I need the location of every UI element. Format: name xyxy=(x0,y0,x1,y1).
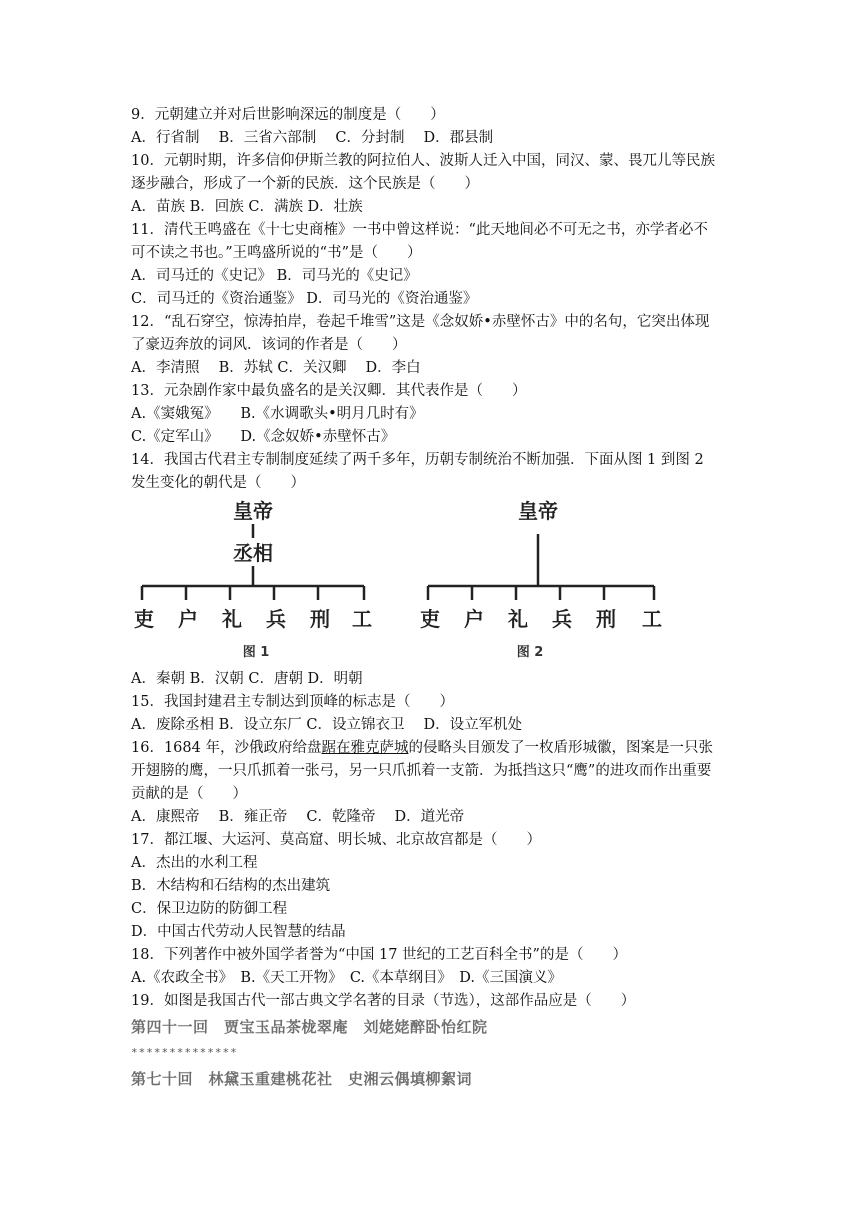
fig1-ministry-personnel: 吏 xyxy=(134,607,154,631)
fig2-ministry-personnel: 吏 xyxy=(420,607,440,631)
q14-stem-line1: 14．我国古代君主专制制度延续了两千多年，历朝专制统治不断加强．下面从图 1 到图 2 xyxy=(131,452,704,468)
q16-options: A．康熙帝 B．雍正帝 C．乾隆帝 D．道光帝 xyxy=(131,809,465,825)
q15-stem: 15．我国封建君主专制达到顶峰的标志是（ ） xyxy=(131,694,454,710)
fig2-ministry-justice: 刑 xyxy=(596,607,616,631)
q17-option-d: D．中国古代劳动人民智慧的结晶 xyxy=(131,924,346,940)
q18-stem: 18．下列著作中被外国学者誉为“中国 17 世纪的工艺百科全书”的是（ ） xyxy=(131,947,627,963)
fig2-emperor-label: 皇帝 xyxy=(518,499,558,523)
fig2-caption: 图 2 xyxy=(516,645,544,660)
q9-stem: 9．元朝建立并对后世影响深远的制度是（ ） xyxy=(131,107,445,123)
fig1-ministry-war: 兵 xyxy=(266,607,286,631)
q12-stem-line2: 了豪迈奔放的词风．该词的作者是（ ） xyxy=(131,337,407,353)
q16-stem-line3: 贡献的是（ ） xyxy=(131,786,247,802)
fig1-ministry-works: 工 xyxy=(352,607,372,631)
fig1-ministry-rites: 礼 xyxy=(222,607,242,631)
q14-stem-line2: 发生变化的朝代是（ ） xyxy=(131,475,305,491)
fig2-ministry-revenue: 户 xyxy=(464,607,484,631)
q16-stem-underlined: 踞在雅克萨城 xyxy=(321,740,409,756)
q12-stem-line1: 12．“乱石穿空，惊涛拍岸，卷起千堆雪”这是《念奴娇•赤壁怀古》中的名句，它突出体现 xyxy=(131,314,710,330)
q9-options: A．行省制 B．三省六部制 C．分封制 D．郡县制 xyxy=(131,130,494,146)
q19-toc-chapter-41: 第四十一回 贾宝玉品茶栊翠庵 刘姥姥醉卧怡红院 xyxy=(131,1018,488,1036)
q19-stem: 19．如图是我国古代一部古典文学名著的目录（节选），这部作品应是（ ） xyxy=(131,993,636,1009)
fig2-ministry-rites: 礼 xyxy=(508,607,528,631)
figure-2-diagram xyxy=(418,494,668,664)
q11-stem-line2: 可不读之书也。”王鸣盛所说的“书”是（ ） xyxy=(131,245,422,261)
q16-stem-line2: 开翅膀的鹰，一只爪抓着一张弓，另一只爪抓着一支箭．为抵挡这只“鹰”的进攻而作出重要 xyxy=(131,763,712,779)
q13-options-line1: A.《窦娥冤》 B.《水调歌头•明月几时有》 xyxy=(131,406,424,422)
q19-toc-ellipsis: ************** xyxy=(131,1046,238,1059)
q10-stem-line2: 逐步融合，形成了一个新的民族．这个民族是（ ） xyxy=(131,176,479,192)
q18-options: A.《农政全书》 B.《天工开物》 C.《本草纲目》 D.《三国演义》 xyxy=(131,970,562,986)
fig1-emperor-label: 皇帝 xyxy=(233,499,273,523)
q10-stem-line1: 10．元朝时期，许多信仰伊斯兰教的阿拉伯人、波斯人迁入中国，同汉、蒙、畏兀儿等民族 xyxy=(131,153,715,169)
fig1-ministry-revenue: 户 xyxy=(178,607,198,631)
fig1-caption: 图 1 xyxy=(242,645,270,660)
q14-options: A．秦朝 B．汉朝 C．唐朝 D．明朝 xyxy=(131,671,363,687)
q16-stem-part-a: 16．1684 年，沙俄政府给盘 xyxy=(131,740,322,756)
q13-options-line2: C.《定军山》 D.《念奴娇•赤壁怀古》 xyxy=(131,429,396,445)
q16-stem-line1 xyxy=(131,737,713,759)
q17-stem: 17．都江堰、大运河、莫高窟、明长城、北京故宫都是（ ） xyxy=(131,832,541,848)
fig2-ministry-war: 兵 xyxy=(552,607,572,631)
q10-options: A．苗族 B．回族 C．满族 D．壮族 xyxy=(131,199,363,215)
q15-options: A．废除丞相 B．设立东厂 C．设立锦衣卫 D．设立军机处 xyxy=(131,717,523,733)
q17-option-c: C．保卫边防的防御工程 xyxy=(131,901,288,917)
q11-stem-line1: 11．清代王鸣盛在《十七史商榷》一书中曾这样说：“此天地间必不可无之书，亦学者必不 xyxy=(131,222,708,238)
q11-options-line1: A．司马迁的《史记》 B．司马光的《史记》 xyxy=(131,268,418,284)
fig2-ministry-works: 工 xyxy=(642,607,662,631)
q16-stem-part-b: 的侵略头目颁发了一枚盾形城徽，图案是一只张 xyxy=(408,740,713,756)
q17-option-b: B．木结构和石结构的杰出建筑 xyxy=(131,878,331,894)
q13-stem: 13．元杂剧作家中最负盛名的是关汉卿．其代表作是（ ） xyxy=(131,383,527,399)
q19-toc-chapter-70: 第七十回 林黛玉重建桃花社 史湘云偶填柳絮词 xyxy=(131,1070,473,1088)
fig1-ministry-justice: 刑 xyxy=(310,607,330,631)
figure-1-diagram xyxy=(128,494,378,664)
fig1-chancellor-label: 丞相 xyxy=(233,541,273,565)
q17-option-a: A．杰出的水利工程 xyxy=(131,855,258,871)
q12-options: A．李清照 B．苏轼 C．关汉卿 D．李白 xyxy=(131,360,421,376)
q11-options-line2: C．司马迁的《资治通鉴》 D．司马光的《资治通鉴》 xyxy=(131,291,478,307)
